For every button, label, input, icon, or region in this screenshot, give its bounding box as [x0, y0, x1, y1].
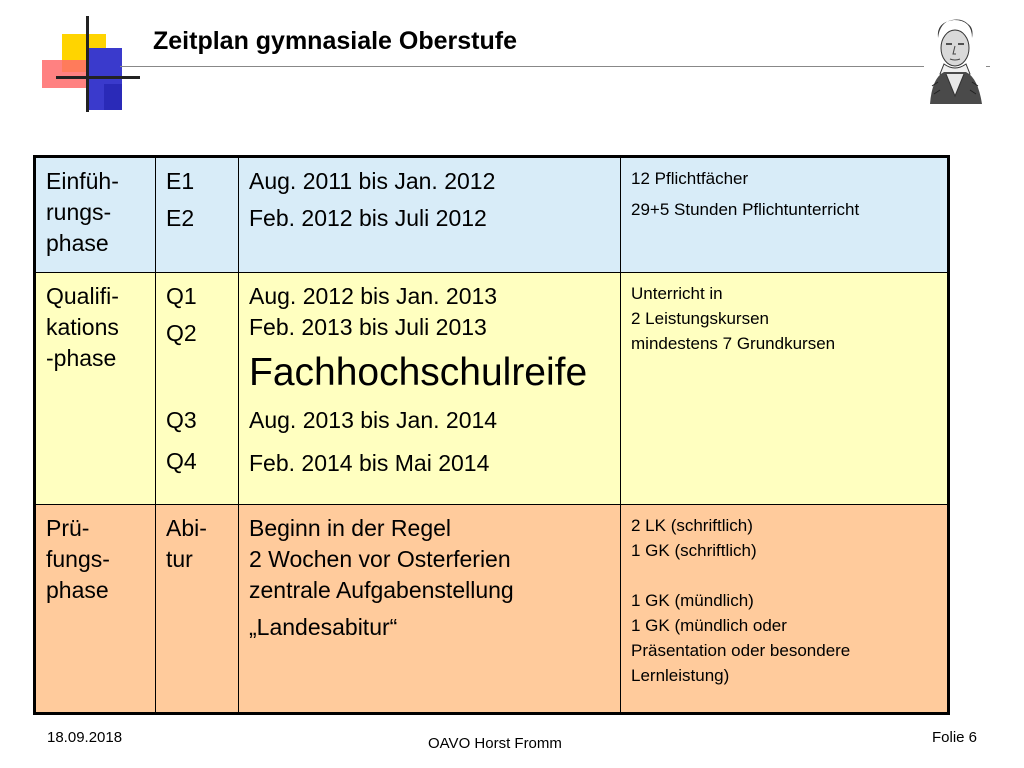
phase-label: -phase: [46, 345, 117, 371]
note-text: 29+5 Stunden Pflichtunterricht: [631, 200, 860, 219]
note-text: 2 LK (schriftlich): [631, 516, 753, 535]
code-cell: [156, 273, 239, 505]
footer-slide-number: Folie 6: [932, 729, 978, 746]
phase-label: rungs-: [46, 199, 112, 225]
phase-label: Qualifi-: [46, 283, 119, 309]
page-title: Zeitplan gymnasiale Oberstufe: [153, 27, 517, 55]
notes-cell: [621, 157, 949, 273]
phase-label: phase: [46, 577, 109, 603]
footer-date: 18.09.2018: [47, 729, 123, 746]
date-range: Feb. 2012 bis Juli 2012: [249, 205, 487, 231]
phase-label: phase: [46, 230, 109, 256]
phase-cell: [35, 157, 156, 273]
phase-label: fungs-: [46, 546, 110, 572]
note-text: Unterricht in: [631, 284, 723, 303]
note-text: 2 Leistungskursen: [631, 309, 769, 328]
schedule-table: [33, 155, 950, 715]
note-text: Präsentation oder besondere: [631, 641, 851, 660]
exam-info: „Landesabitur“: [249, 614, 398, 640]
phase-label: Prü-: [46, 515, 90, 541]
note-text: 1 GK (schriftlich): [631, 541, 757, 560]
title-rule: [120, 66, 990, 67]
exam-info: 2 Wochen vor Osterferien: [249, 546, 511, 572]
note-text: 1 GK (mündlich): [631, 591, 754, 610]
phase-cell: [35, 505, 156, 714]
code-cell: [156, 157, 239, 273]
phase-cell: [35, 273, 156, 505]
code-cell: [156, 505, 239, 714]
note-text: 1 GK (mündlich oder: [631, 616, 787, 635]
table-row: [35, 505, 949, 714]
table-row: [35, 273, 949, 505]
note-text: Lernleistung): [631, 666, 730, 685]
exam-info: zentrale Aufgabenstellung: [249, 577, 514, 603]
code-label: Q1: [166, 283, 197, 309]
code-label: tur: [166, 546, 193, 572]
phase-label: kations: [46, 314, 119, 340]
footer-author: OAVO Horst Fromm: [428, 735, 562, 752]
code-label: E1: [166, 168, 195, 194]
code-label: Q4: [166, 448, 197, 474]
dates-cell: [239, 157, 621, 273]
dates-cell: [239, 273, 621, 505]
exam-info: Beginn in der Regel: [249, 515, 452, 541]
portrait-image: [924, 16, 986, 104]
logo-vertical-line: [86, 16, 89, 112]
phase-label: Einfüh-: [46, 168, 119, 194]
notes-cell: [621, 505, 949, 714]
date-range: Feb. 2014 bis Mai 2014: [249, 450, 490, 476]
date-range: Aug. 2011 bis Jan. 2012: [249, 168, 496, 194]
fachhochschulreife-label: Fachhochschulreife: [249, 351, 588, 394]
dates-cell: [239, 505, 621, 714]
table-row: [35, 157, 949, 273]
logo-horizontal-line: [56, 76, 140, 79]
logo-blocks: [0, 0, 140, 120]
date-range: Aug. 2013 bis Jan. 2014: [249, 407, 498, 433]
date-range: Feb. 2013 bis Juli 2013: [249, 314, 487, 340]
note-text: 12 Pflichtfächer: [631, 169, 749, 188]
notes-cell: [621, 273, 949, 505]
logo-blue-block-2: [104, 84, 122, 110]
note-text: mindestens 7 Grundkursen: [631, 334, 836, 353]
date-range: Aug. 2012 bis Jan. 2013: [249, 283, 498, 309]
code-label: Abi-: [166, 515, 207, 541]
code-label: Q2: [166, 320, 197, 346]
code-label: Q3: [166, 407, 197, 433]
code-label: E2: [166, 205, 195, 231]
